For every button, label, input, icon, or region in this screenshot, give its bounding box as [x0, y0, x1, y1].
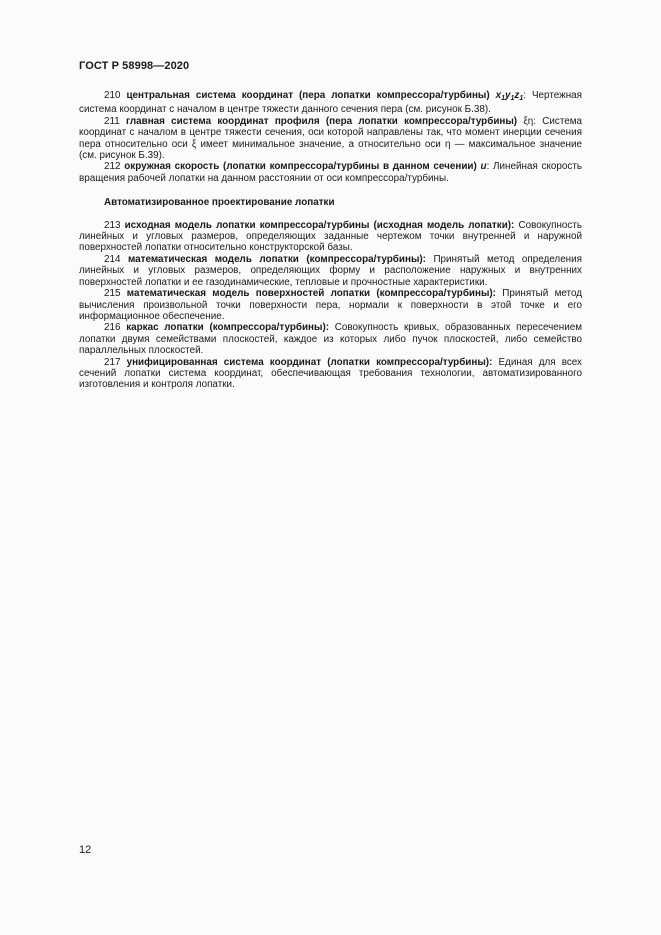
term-entry-215: [79, 288, 582, 322]
section-heading: Автоматизированное проектирование лопатки: [104, 197, 335, 209]
term-title: каркас лопатки (компрессора/турбины):: [126, 322, 330, 334]
term-title: исходная модель лопатки компрессора/турбины (исходная модель лопатки):: [124, 219, 515, 231]
term-definition: Принятый метод вычисления произвольной точки поверхности пера, нормали к поверхности в этой точке и его информационное обеспечение.: [79, 288, 582, 322]
document-header: ГОСТ Р 58998—2020: [79, 60, 190, 72]
term-number: 217: [104, 356, 121, 368]
term-title: математическая модель лопатки (компрессора/турбины):: [128, 253, 426, 265]
term-number: 212: [104, 161, 121, 173]
term-title: унифицированная система координат (лопатки компрессора/турбины):: [126, 356, 493, 368]
document-body: [79, 90, 582, 391]
term-symbol: ξη: [523, 115, 534, 127]
term-title: главная система координат профиля (пера лопатки компрессора/турбины): [126, 115, 518, 127]
term-symbol: u: [480, 161, 487, 173]
term-number: 211: [104, 115, 120, 127]
term-definition: : Чертежная система координат с началом в центре тяжести данного сечения пера (см. рисунок Б.38).: [79, 90, 583, 116]
term-number: 215: [104, 288, 121, 300]
term-entry-210: [79, 90, 582, 116]
term-entry-216: [79, 322, 582, 356]
term-definition: Принятый метод определения линейных и угловых размеров, определяющих форму и расположение наружных и внутренних поверхностей лопатки и ее газодинамические, тепловые и прочностные характеристики.: [79, 253, 583, 288]
term-number: 210: [104, 90, 121, 101]
term-title: центральная система координат (пера лопатки компрессора/турбины): [126, 90, 490, 101]
term-definition: : Линейная скорость вращения рабочей лопатки на данном расстоянии от оси компрессора/турбины.: [79, 161, 582, 184]
term-symbol: $x_1y_1z_1$: [495, 90, 524, 102]
term-number: 214: [104, 253, 121, 265]
term-entry-213: [79, 220, 582, 254]
term-definition: : Система координат с началом в центре тяжести сечения, оси которой направлены так, что момент инерции сечения пера относительно оси ξ имеет минимальное значение, а относительно оси η — максимальное значение (см. рисунок Б.39).: [79, 115, 583, 162]
term-title: окружная скорость (лопатки компрессора/турбины в данном сечении): [124, 161, 477, 173]
term-number: 213: [104, 219, 121, 231]
term-entry-217: [79, 357, 582, 391]
term-entry-214: [79, 254, 582, 288]
term-entry-212: [79, 161, 582, 184]
term-entry-211: [79, 116, 582, 162]
page-number: 12: [79, 844, 92, 856]
term-title: математическая модель поверхностей лопатки (компрессора/турбины):: [126, 288, 496, 300]
term-definition: Совокупность кривых, образованных пересечением лопатки двумя семействами плоскостей, каждое из которых либо пучок плоскостей, либо семейство параллельных плоскостей.: [79, 322, 582, 357]
term-number: 216: [104, 322, 121, 334]
term-definition: Совокупность линейных и угловых размеров, определяющих заданные чертежом точки внутренней и наружной поверхностей лопатки относительно конструкторской базы.: [79, 219, 582, 254]
term-definition: Единая для всех сечений лопатки система координат, обеспечивающая требования технологии, автоматизированного изготовления и контроля лопатки.: [79, 356, 582, 391]
